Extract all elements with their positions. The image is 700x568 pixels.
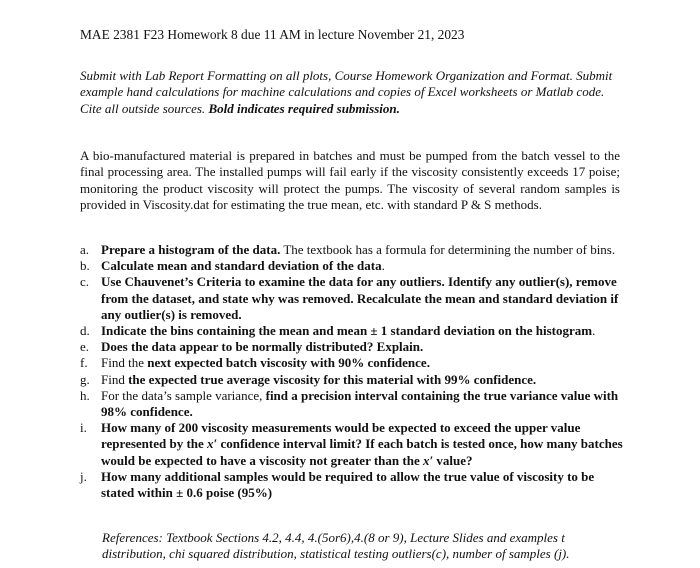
task-h-pre: For the data’s sample variance, xyxy=(101,387,266,403)
instructions-text: Submit with Lab Report Formatting on all plots, Course Homework Organization and Format. Submit example hand calculations for machine calculations and copies of Excel worksheets or Matlab code. Cite all outside sources. xyxy=(80,68,613,116)
task-list xyxy=(80,242,628,501)
task-c xyxy=(80,274,628,323)
task-f xyxy=(80,355,628,371)
task-e xyxy=(80,339,628,355)
task-g xyxy=(80,372,628,388)
task-i-bold-3: value? xyxy=(433,452,473,468)
task-e-bold: Does the data appear to be normally distributed? Explain. xyxy=(101,339,424,355)
task-i xyxy=(80,420,628,469)
task-letter: b. xyxy=(80,258,90,274)
problem-intro: A bio-manufactured material is prepared in batches and must be pumped from the batch vessel to the final processing area. The installed pumps will fail early if the viscosity consistently exceeds 17 poise; monitoring the product viscosity will protect the pumps. The viscosity of several random samples is provided in Viscosity.dat for estimating the true mean, etc. with standard P & S methods. xyxy=(80,148,620,213)
task-letter: h. xyxy=(80,387,90,403)
references: References: Textbook Sections 4.2, 4.4, 4.(5or6),4.(8 or 9), Lecture Slides and examples t distribution, chi squared distribution, statistical testing outliers(c), number of samples (j). xyxy=(102,530,570,562)
task-g-bold: the expected true average viscosity for this material with 99% confidence. xyxy=(128,371,537,387)
task-h xyxy=(80,388,628,420)
task-letter: i. xyxy=(80,420,87,436)
task-a-bold: Prepare a histogram of the data. xyxy=(101,242,281,257)
task-b xyxy=(80,258,628,274)
task-a-rest: The textbook has a formula for determining the number of bins. xyxy=(280,242,616,257)
task-letter: e. xyxy=(80,339,90,355)
instructions-bold: Bold indicates required submission. xyxy=(208,100,400,116)
task-i-bold-1: How many of 200 viscosity measurements would be expected to exceed the upper value represented by the xyxy=(101,420,581,452)
task-j-bold: How many additional samples would be required to allow the true value of viscosity to be stated within ± 0.6 poise (95%) xyxy=(101,468,595,501)
task-letter: c. xyxy=(80,274,90,290)
task-g-pre: Find xyxy=(101,371,129,387)
task-d-bold: Indicate the bins containing the mean and mean ± 1 standard deviation on the histogram xyxy=(101,323,593,339)
task-a xyxy=(80,242,628,258)
task-h-bold: find a precision interval containing the true variance value with 98% confidence. xyxy=(101,387,619,420)
task-letter: a. xyxy=(80,242,90,257)
submission-instructions xyxy=(80,68,625,117)
x-prime-symbol: x′ xyxy=(207,436,218,452)
task-letter: d. xyxy=(80,323,90,339)
task-letter: j. xyxy=(80,468,87,484)
task-d xyxy=(80,323,628,339)
task-c-bold: Use Chauvenet’s Criteria to examine the data for any outliers. Identify any outlier(s), remove from the dataset, and state why was removed. Recalculate the mean and standard deviation if any outlier(s) is removed. xyxy=(101,274,619,322)
task-b-rest: . xyxy=(381,258,385,274)
task-letter: g. xyxy=(80,371,90,387)
task-f-pre: Find the xyxy=(101,355,148,371)
task-letter: f. xyxy=(80,355,88,371)
page-title: MAE 2381 F23 Homework 8 due 11 AM in lecture November 21, 2023 xyxy=(80,27,465,42)
task-b-bold: Calculate mean and standard deviation of the data xyxy=(101,258,382,274)
task-i-bold-2: confidence interval limit? If each batch is tested once, how many batches would be expected to have a viscosity not greater than the xyxy=(101,436,623,468)
x-prime-symbol: x′ xyxy=(422,452,434,468)
task-f-bold: next expected batch viscosity with 90% confidence. xyxy=(147,355,430,371)
task-d-rest: . xyxy=(592,323,596,339)
task-j xyxy=(80,469,628,501)
